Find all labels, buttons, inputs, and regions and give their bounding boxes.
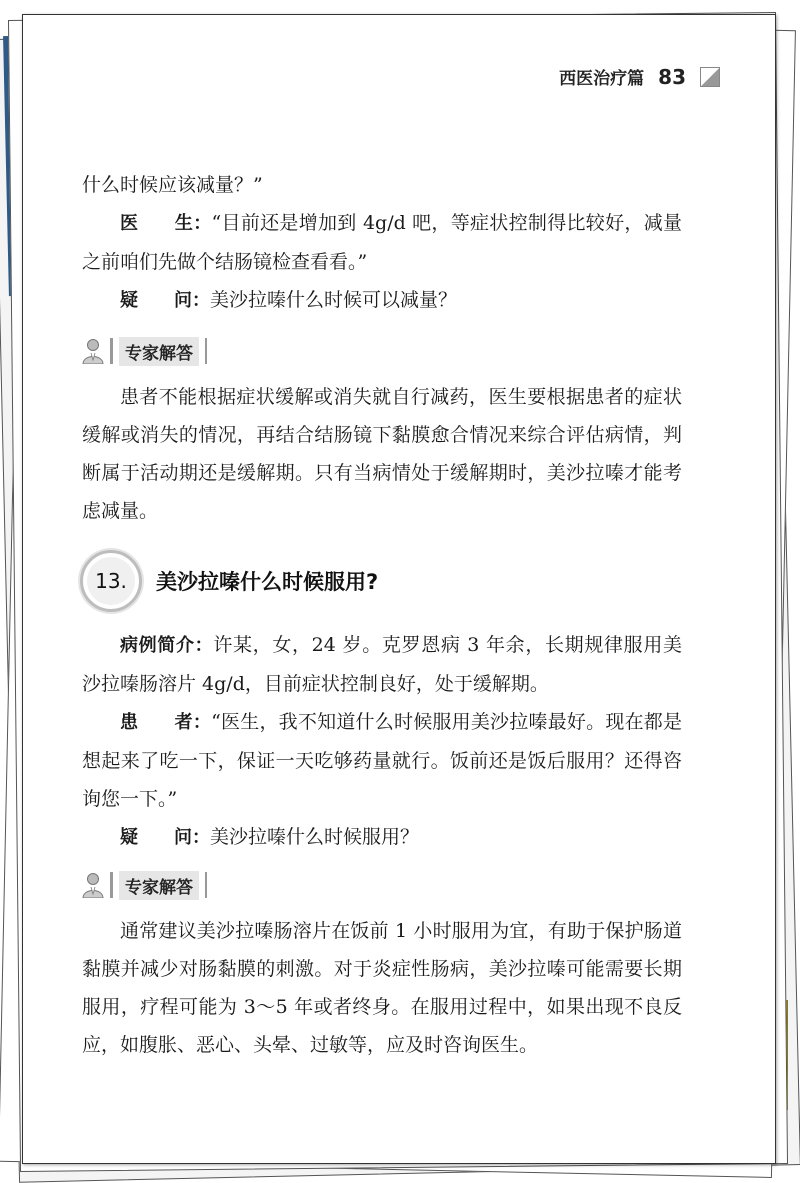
doctor-line bbox=[82, 204, 682, 281]
doctor-role: 医 生： bbox=[120, 213, 212, 234]
expert-answer-label bbox=[82, 870, 682, 900]
case-intro-text: 许某，女，24 岁。克罗恩病 3 年余，长期规律服用美沙拉嗪肠溶片 4g/d，目前症状控制良好，处于缓解期。 bbox=[82, 634, 682, 695]
continued-line: 什么时候应该减量？” bbox=[82, 174, 263, 196]
case-question-line bbox=[82, 818, 682, 857]
question-line bbox=[82, 281, 682, 320]
answer-label-text: 专家解答 bbox=[119, 871, 199, 900]
question-number-badge bbox=[80, 550, 142, 612]
label-divider bbox=[205, 872, 207, 898]
case-intro-role: 病例简介： bbox=[120, 635, 214, 656]
question-role: 疑 问： bbox=[120, 290, 210, 311]
answer-text: 通常建议美沙拉嗪肠溶片在饭前 1 小时服用为宜，有助于保护肠道黏膜并减少对肠黏膜的刺激。对于炎症性肠病，美沙拉嗪可能需要长期服用，疗程可能为 3～5 年或者终身。在服用过程中，如果出现不良反应，如腹胀、恶心、头晕、过敏等，应及时咨询医生。 bbox=[82, 920, 682, 1056]
case-question-role: 疑 问： bbox=[120, 827, 210, 848]
corner-mark-icon bbox=[700, 67, 720, 87]
label-divider bbox=[205, 338, 207, 364]
case-intro-line bbox=[82, 626, 682, 703]
case-question-text: 美沙拉嗪什么时候服用？ bbox=[210, 826, 420, 848]
patient-role: 患 者： bbox=[120, 712, 212, 733]
section-title: 西医治疗篇 bbox=[559, 69, 645, 89]
doctor-avatar-icon bbox=[82, 338, 104, 364]
doctor-text: “目前还是增加到 4g/d 吧，等症状控制得比较好，减量之前咱们先做个结肠镜检查看看。” bbox=[82, 212, 683, 273]
running-header bbox=[559, 64, 720, 89]
question-number: 13. bbox=[95, 569, 127, 593]
patient-line bbox=[82, 703, 682, 818]
question-heading bbox=[80, 550, 680, 612]
doctor-avatar-icon bbox=[82, 872, 104, 898]
question-title: 美沙拉嗪什么时候服用? bbox=[156, 570, 379, 594]
case-dialogue bbox=[82, 626, 682, 857]
label-divider bbox=[110, 872, 113, 898]
label-divider bbox=[110, 338, 113, 364]
answer-paragraph-1 bbox=[82, 378, 682, 530]
answer-label-text: 专家解答 bbox=[119, 337, 199, 366]
patient-text: “医生，我不知道什么时候服用美沙拉嗪最好。现在都是想起来了吃一下，保证一天吃够药量就行。饭前还是饭后服用？还得咨询您一下。” bbox=[82, 711, 683, 810]
dialogue-continued bbox=[82, 166, 682, 320]
question-text: 美沙拉嗪什么时候可以减量？ bbox=[210, 289, 458, 311]
answer-text: 患者不能根据症状缓解或消失就自行减药，医生要根据患者的症状缓解或消失的情况，再结合结肠镜下黏膜愈合情况来综合评估病情，判断属于活动期还是缓解期。只有当病情处于缓解期时，美沙拉嗪才能考虑减量。 bbox=[82, 386, 682, 522]
page-number: 83 bbox=[658, 64, 686, 89]
expert-answer-label bbox=[82, 336, 682, 366]
answer-paragraph-2 bbox=[82, 912, 682, 1064]
